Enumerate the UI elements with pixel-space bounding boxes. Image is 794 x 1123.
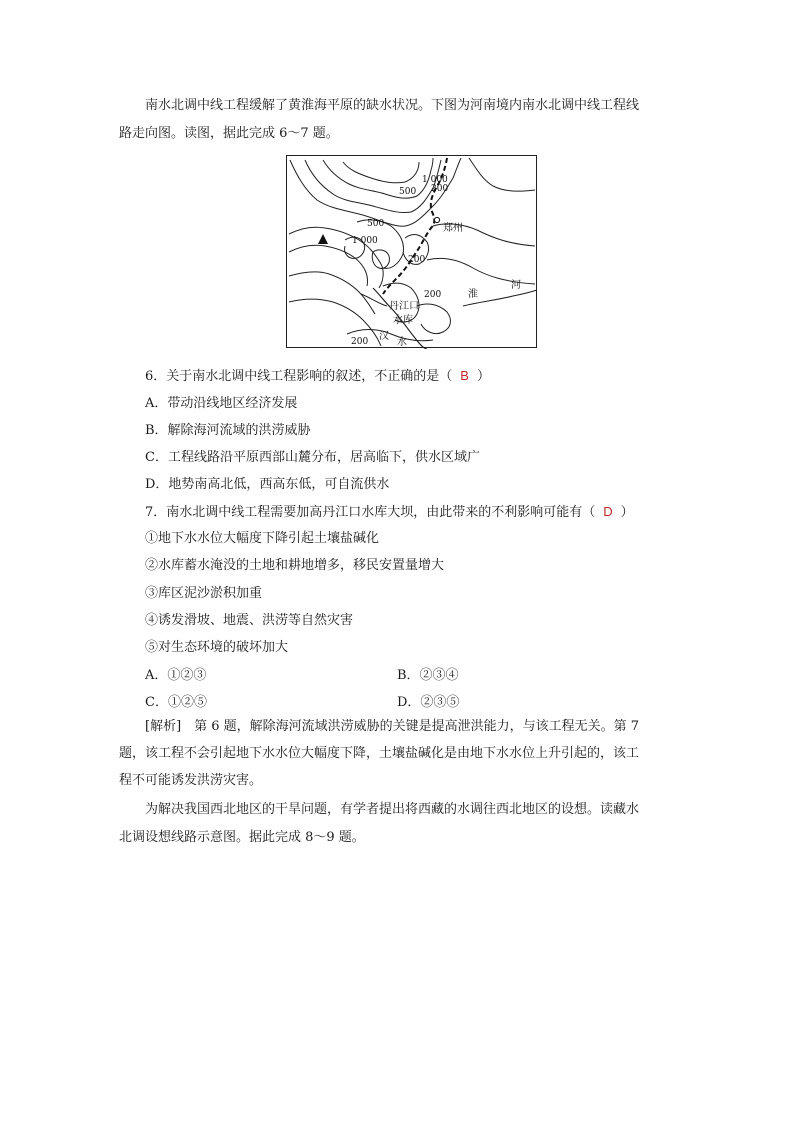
- question-6-stem: [145, 367, 490, 386]
- analysis-line-1: [解析] 第 6 题，解除海河流域洪涝威胁的关键是提高泄洪能力，与该工程无关。第 7: [145, 719, 640, 734]
- intro2-line-2: 北调设想线路示意图。据此完成 8～9 题。: [119, 830, 365, 845]
- question-7-item-1: ①地下水水位大幅度下降引起土壤盐碱化: [145, 531, 380, 546]
- intro-line-2: 路走向图。读图，据此完成 6～7 题。: [119, 126, 339, 141]
- danjiangkou-label: 丹江口: [389, 301, 419, 312]
- question-6-answer: B: [460, 368, 469, 383]
- peak-triangle-icon: [318, 234, 328, 244]
- shui-label: 水: [397, 337, 407, 348]
- contour-line: [372, 250, 389, 268]
- question-7-item-4: ④诱发滑坡、地震、洪涝等自然灾害: [145, 613, 354, 628]
- question-7-item-5: ⑤对生态环境的破坏加大: [145, 640, 289, 655]
- contour-line: [417, 304, 450, 334]
- zhengzhou-label: 郑州: [443, 223, 463, 234]
- question-7-stem-suffix: ）: [620, 505, 634, 520]
- reservoir-label: 水库: [393, 315, 413, 326]
- contour-label-200-right: 200: [424, 290, 442, 300]
- contour-label-200-top: 200: [431, 184, 449, 194]
- analysis-line-2: 题，该工程不会引起地下水水位大幅度下降，土壤盐碱化是由地下水水位上升引起的，该工: [119, 746, 640, 761]
- contour-label-500-top: 500: [399, 187, 417, 197]
- contour-label-200-center: 200: [408, 255, 426, 265]
- contour-line: [343, 162, 419, 183]
- question-7-item-2: ②水库蓄水淹没的土地和耕地增多，移民安置量增大: [145, 558, 445, 573]
- contour-line: [469, 158, 535, 191]
- zhengzhou-city-marker: [434, 217, 439, 222]
- question-6-option-a: A．带动沿线地区经济发展: [145, 396, 298, 411]
- question-6-option-b: B．解除海河流域的洪涝威胁: [145, 423, 311, 438]
- question-6-option-c: C．工程线路沿平原西部山麓分布，居高临下，供水区域广: [145, 450, 480, 465]
- question-7-option-b: B．②③④: [397, 668, 459, 683]
- contour-label-500-mid: 500: [367, 219, 385, 229]
- question-7-answer: D: [603, 504, 613, 519]
- contour-label-1000-top: 1 000: [422, 175, 448, 185]
- question-7-option-c: C．①②⑤: [145, 695, 207, 710]
- han-label: 汉: [379, 331, 389, 342]
- question-6-stem-suffix: ）: [476, 369, 490, 384]
- contour-line: [323, 158, 433, 198]
- question-6-option-d: D．地势南高北低，西高东低，可自流供水: [145, 477, 390, 492]
- analysis-line-3: 程不可能诱发洪涝灾害。: [119, 773, 263, 788]
- question-7-option-d: D．②③⑤: [397, 695, 460, 710]
- question-7-stem-prefix: 7．南水北调中线工程需要加高丹江口水库大坝，由此带来的不利影响可能有（: [145, 505, 596, 520]
- intro-line-1: 南水北调中线工程缓解了黄淮海平原的缺水状况。下图为河南境内南水北调中线工程线: [145, 98, 640, 113]
- huai-label: 淮: [468, 289, 478, 300]
- question-7-item-3: ③库区泥沙淤积加重: [145, 586, 263, 601]
- question-7-stem: [145, 503, 634, 522]
- route-map-figure: [286, 155, 537, 348]
- contour-label-200-bottom: 200: [351, 337, 369, 347]
- intro2-line-1: 为解决我国西北地区的干旱问题，有学者提出将西藏的水调往西北地区的设想。读藏水: [145, 802, 640, 817]
- contour-label-1000-mid: 1 000: [352, 236, 378, 246]
- he-label: 河: [511, 280, 521, 291]
- question-7-option-a: A．①②③: [145, 668, 207, 683]
- contour-line: [289, 245, 368, 286]
- contour-line: [289, 272, 375, 314]
- question-6-stem-prefix: 6．关于南水北调中线工程影响的叙述，不正确的是（: [145, 369, 453, 384]
